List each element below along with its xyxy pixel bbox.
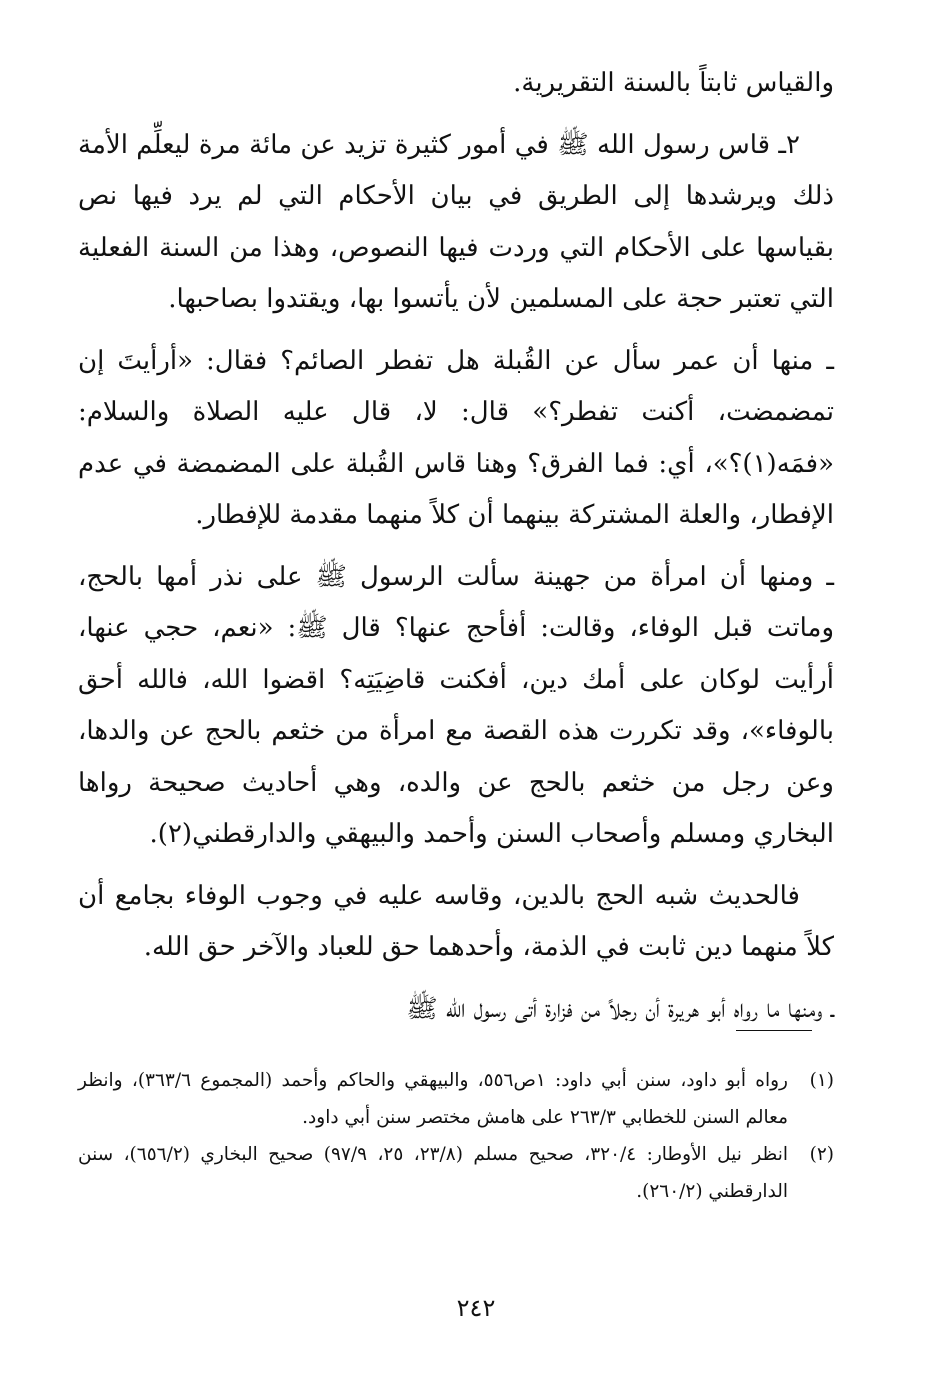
footnote-2-number: (٢) xyxy=(809,1144,834,1165)
footnotes xyxy=(78,1062,834,1210)
paragraph-prophet-analogy: ٢ـ قاس رسول الله ﷺ في أمور كثيرة تزيد عن مائة مرة ليعلِّم الأمة ذلك ويرشدها إلى الطريق في بيان الأحكام التي لم يرد فيها نص بقياسها على الأحكام التي وردت فيها النصوص، وهذا من السنة الفعلية التي تعتبر حجة على المسلمين لأن يأتسوا بها، ويقتدوا بصاحبها. xyxy=(78,129,834,314)
footnote-2-text: انظر نيل الأوطار: ٣٢٠/٤، صحيح مسلم (٢٣/٨، ٢٥، ٩٧/٩) صحيح البخاري (٦٥٦/٢)، سنن الدارقطني (٢٦٠/٢). xyxy=(78,1144,788,1202)
footnote-2 xyxy=(78,1136,834,1210)
footnote-1-text: رواه أبو داود، سنن أبي داود: ١ص٥٥٦، والبيهقي والحاكم وأحمد (المجموع ٣٦٣/٦)، وانظر معالم السنن للخطابي ٢٦٣/٣ على هامش مختصر سنن أبي داود. xyxy=(78,1070,788,1128)
main-text xyxy=(78,58,834,1035)
paragraph-umar-kiss-example: ـ منها أن عمر سأل عن القُبلة هل تفطر الصائم؟ فقال: «أرأيتَ إن تمضمضت، أكنت تفطر؟» قال: لا، قال عليه الصلاة والسلام: «فمَه(١)؟»، أي: فما الفرق؟ وهنا قاس القُبلة على المضمضة في عدم الإفطار، والعلة المشتركة بينهما أن كلاً منهما مقدمة للإفطار. xyxy=(78,345,834,530)
paragraph-intro-line: والقياس ثابتاً بالسنة التقريرية. xyxy=(513,68,834,98)
footnote-separator xyxy=(736,1030,812,1031)
footnote-1 xyxy=(78,1062,834,1136)
paragraph-juhayna-woman-example: ـ ومنها أن امرأة من جهينة سألت الرسول ﷺ على نذر أمها بالحج، وماتت قبل الوفاء، وقالت: أفأحج عنها؟ قال ﷺ: «نعم، حجي عنها، أرأيت لوكان على أمك دين، أفكنت قاضِيَتِه؟ اقضوا الله، فالله أحق بالوفاء»، وقد تكررت هذه القصة مع امرأة من خثعم بالحج عن والدها، وعن رجل من خثعم بالحج عن والده، وهي أحاديث صحيحة رواها البخاري ومسلم وأصحاب السنن وأحمد والبيهقي والدارقطني(٢). xyxy=(78,561,834,849)
paragraph-hajj-debt-analogy: فالحديث شبه الحج بالدين، وقاسه عليه في وجوب الوفاء بجامع أن كلاً منهما دين ثابت في الذمة، وأحدهما حق للعباد والآخر حق الله. xyxy=(78,880,834,962)
page-number: ٢٤٢ xyxy=(456,1294,496,1322)
paragraph-abu-hurayra-example: ـ ومنها ما رواه أبو هريرة أن رجلاً من فزارة أتى رسول الله ﷺ xyxy=(406,993,834,1024)
footnote-1-number: (١) xyxy=(809,1070,834,1091)
